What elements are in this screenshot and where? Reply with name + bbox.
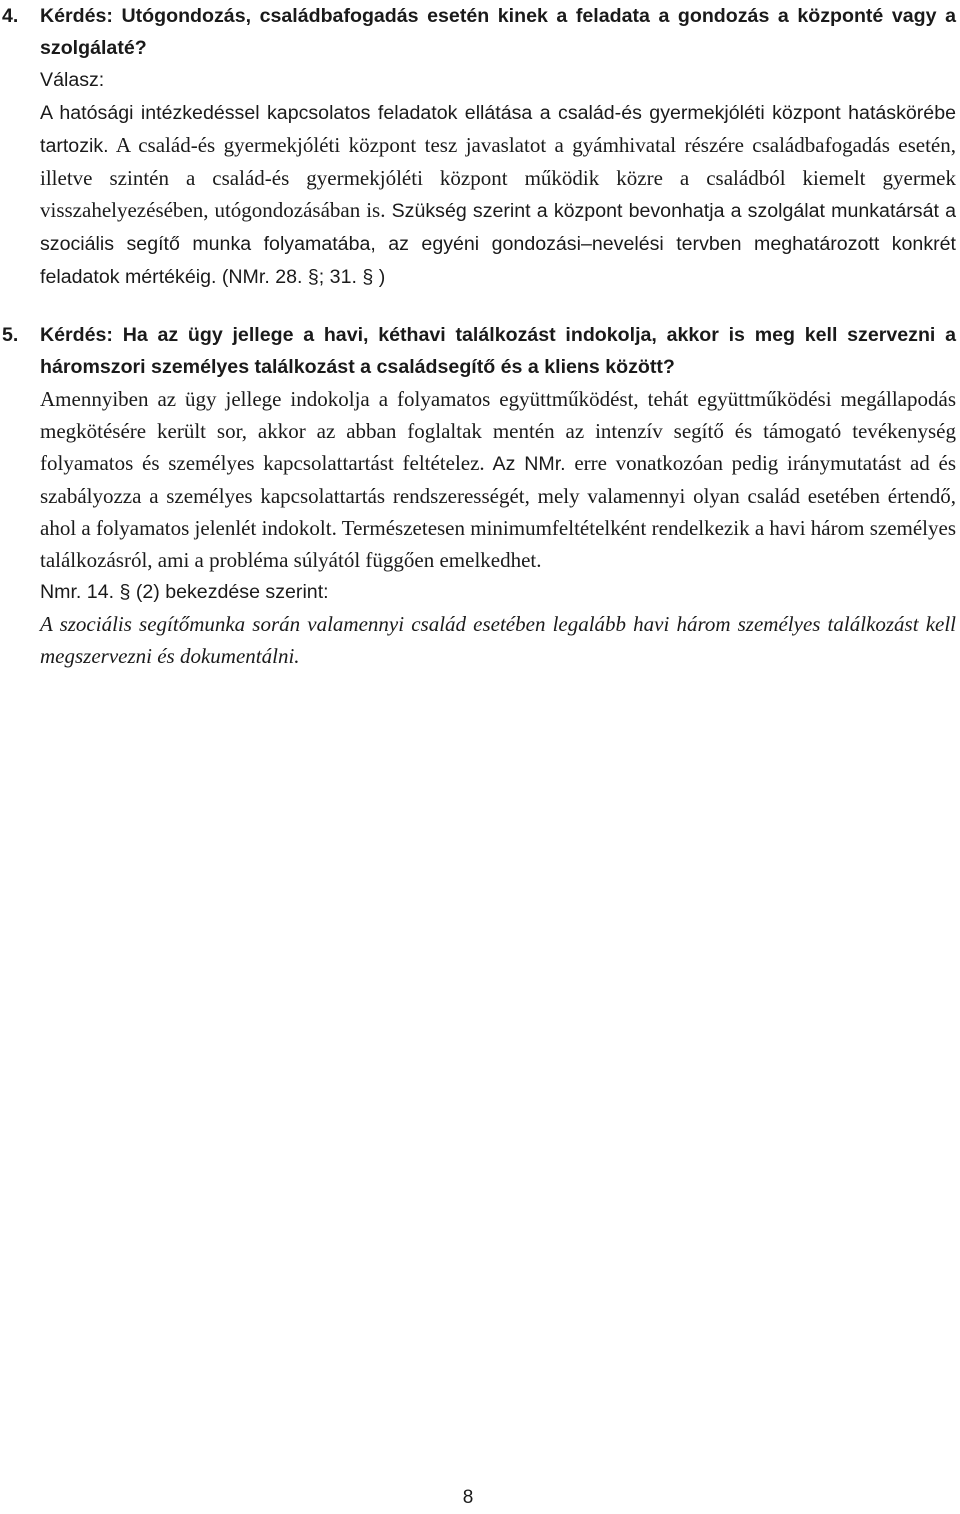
question-5-text: Kérdés: Ha az ügy jellege a havi, kéthavi találkozást indokolja, akkor is meg kell szervezni a háromszori személyes találkozást a családsegítő és a kliens között? [40, 324, 956, 378]
question-5-answer [0, 383, 956, 576]
answer-5-part-2: Az NMr. [484, 453, 566, 475]
legal-reference: Nmr. 14. § (2) bekezdése szerint: [40, 581, 329, 603]
question-5-heading [0, 319, 956, 383]
answer-label: Válasz: [40, 69, 105, 91]
question-4-number: 4. [2, 5, 19, 27]
page-number: 8 [462, 1487, 474, 1508]
question-4-text: Kérdés: Utógondozás, családbafogadás esetén kinek a feladata a gondozás a központé vagy a szolgálaté? [40, 5, 956, 59]
page-content [0, 0, 956, 672]
answer-4-part-2: A család-és gyermekjóléti központ tesz javaslatot a gyámhivatal részére családbafogadás esetén, illetve szintén a család-és gyermekjóléti központ működik közre a családból kiemelt gyermek visszahelyezésében, utógondozásában is. [40, 133, 956, 222]
question-4-heading [0, 0, 956, 64]
answer-5-part-3: erre vonatkozóan pedig iránymutatást ad és szabályozza a személyes kapcsolattartás rendszerességét, mely valamennyi olyan család esetében értendő, ahol a folyamatos jelenlét indokolt. Természetesen minimumfeltételként rendelkezik a havi három személyes találkozásról, ami a probléma súlyától függően emelkedhet. [40, 451, 956, 572]
question-5-number: 5. [2, 324, 19, 346]
legal-quote: A szociális segítőmunka során valamennyi család esetében legalább havi három személyes találkozást kell megszervezni és dokumentálni. [40, 612, 956, 668]
answer-4-part-3: Szükség szerint a központ bevonhatja a szolgálat munkatársát a szociális segítő munka folyamatába, az egyéni gondozási–nevelési tervben meghatározott konkrét feladatok mértékéig. (NMr. 28. §; 31. § ) [40, 200, 956, 288]
section-spacer [0, 293, 956, 319]
answer-4-part-1: A hatósági intézkedéssel kapcsolatos feladatok ellátása a család-és gyermekjóléti központ hatáskörébe tartozik. [40, 102, 956, 157]
question-4-answer [0, 96, 956, 293]
answer-5-part-1: Amennyiben az ügy jellege indokolja a folyamatos együttműködést, tehát együttműködési megállapodás megkötésére került sor, akkor az abban foglaltak mentén az intenzív segítő és támogató tevékenység folyamatos és személyes kapcsolattartást feltételez. [40, 387, 956, 475]
